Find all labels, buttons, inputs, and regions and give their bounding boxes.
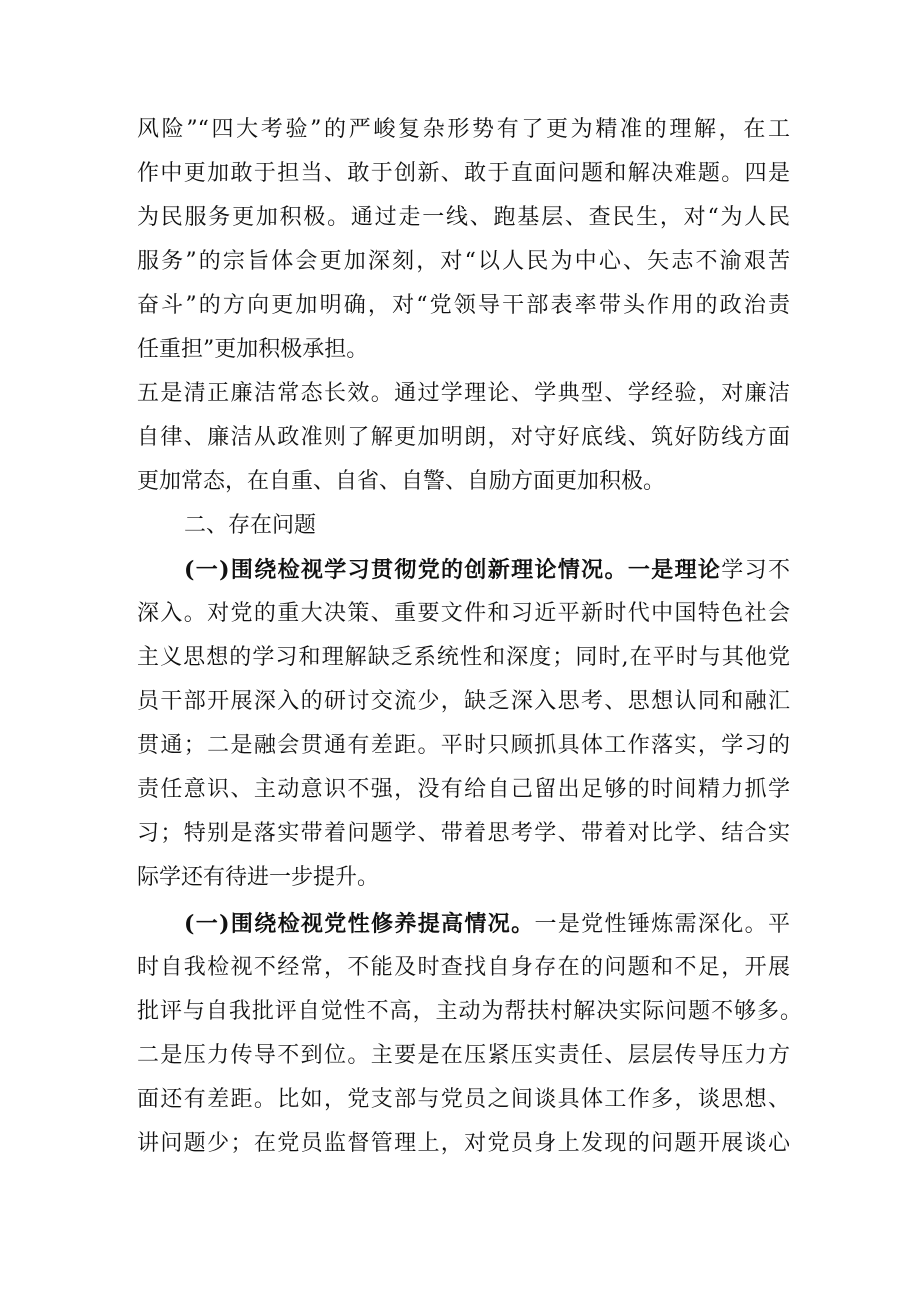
text-line: 二是压力传导不到位。主要是在压紧压实责任、层层传导压力方 — [137, 1043, 790, 1068]
subsection-heading: (一)围绕检视党性修养提高情况。 — [184, 911, 535, 937]
text-line: 奋斗”的方向更加明确，对“党领导干部表率带头作用的政治责 — [137, 293, 790, 318]
text-line: 任重担”更加积极承担。 — [137, 337, 369, 362]
subsection-heading-line — [184, 902, 790, 946]
subsection-heading-line — [184, 548, 790, 592]
text-line: 五是清正廉洁常态长效。通过学理论、学典型、学经验，对廉洁 — [137, 381, 790, 406]
text-line: 际学还有待进一步提升。 — [137, 865, 380, 890]
subsection-heading: (一)围绕检视学习贯彻党的创新理论情况。一是理论 — [184, 557, 722, 583]
text-line: 习；特别是落实带着问题学、带着思考学、带着对比学、结合实 — [137, 821, 790, 846]
text-line: 贯通；二是融会贯通有差距。平时只顾抓具体工作落实，学习的 — [137, 733, 790, 758]
text-line: 时自我检视不经常，不能及时查找自身存在的问题和不足，开展 — [137, 955, 790, 980]
text-line: 面还有差距。比如，党支部与党员之间谈具体工作多，谈思想、 — [137, 1087, 790, 1112]
text-line: 作中更加敢于担当、敢于创新、敢于直面问题和解决难题。四是 — [137, 161, 790, 186]
section-heading: 二、存在问题 — [184, 513, 317, 538]
text-run: 学习不 — [721, 558, 790, 583]
text-line: 员干部开展深入的研讨交流少，缺乏深入思考、思想认同和融汇 — [137, 689, 790, 714]
text-line: 服务”的宗旨体会更加深刻，对“以人民为中心、矢志不渝艰苦 — [137, 249, 790, 274]
text-line: 讲问题少；在党员监督管理上，对党员身上发现的问题开展谈心 — [137, 1131, 790, 1156]
text-run: 一是党性锤炼需深化。平 — [534, 912, 790, 937]
text-line: 批评与自我批评自觉性不高，主动为帮扶村解决实际问题不够多。 — [137, 999, 802, 1024]
text-line: 更加常态，在自重、自省、自警、自励方面更加积极。 — [137, 469, 666, 494]
text-line: 自律、廉洁从政准则了解更加明朗，对守好底线、筑好防线方面 — [137, 425, 790, 450]
text-line: 为民服务更加积极。通过走一线、跑基层、查民生，对“为人民 — [137, 205, 790, 230]
text-line: 风险”“四大考验”的严峻复杂形势有了更为精准的理解，在工 — [137, 117, 790, 142]
text-line: 主义思想的学习和理解缺乏系统性和深度；同时,在平时与其他党 — [137, 645, 790, 670]
text-line: 深入。对党的重大决策、重要文件和习近平新时代中国特色社会 — [137, 601, 790, 626]
text-line: 责任意识、主动意识不强，没有给自己留出足够的时间精力抓学 — [137, 777, 790, 802]
